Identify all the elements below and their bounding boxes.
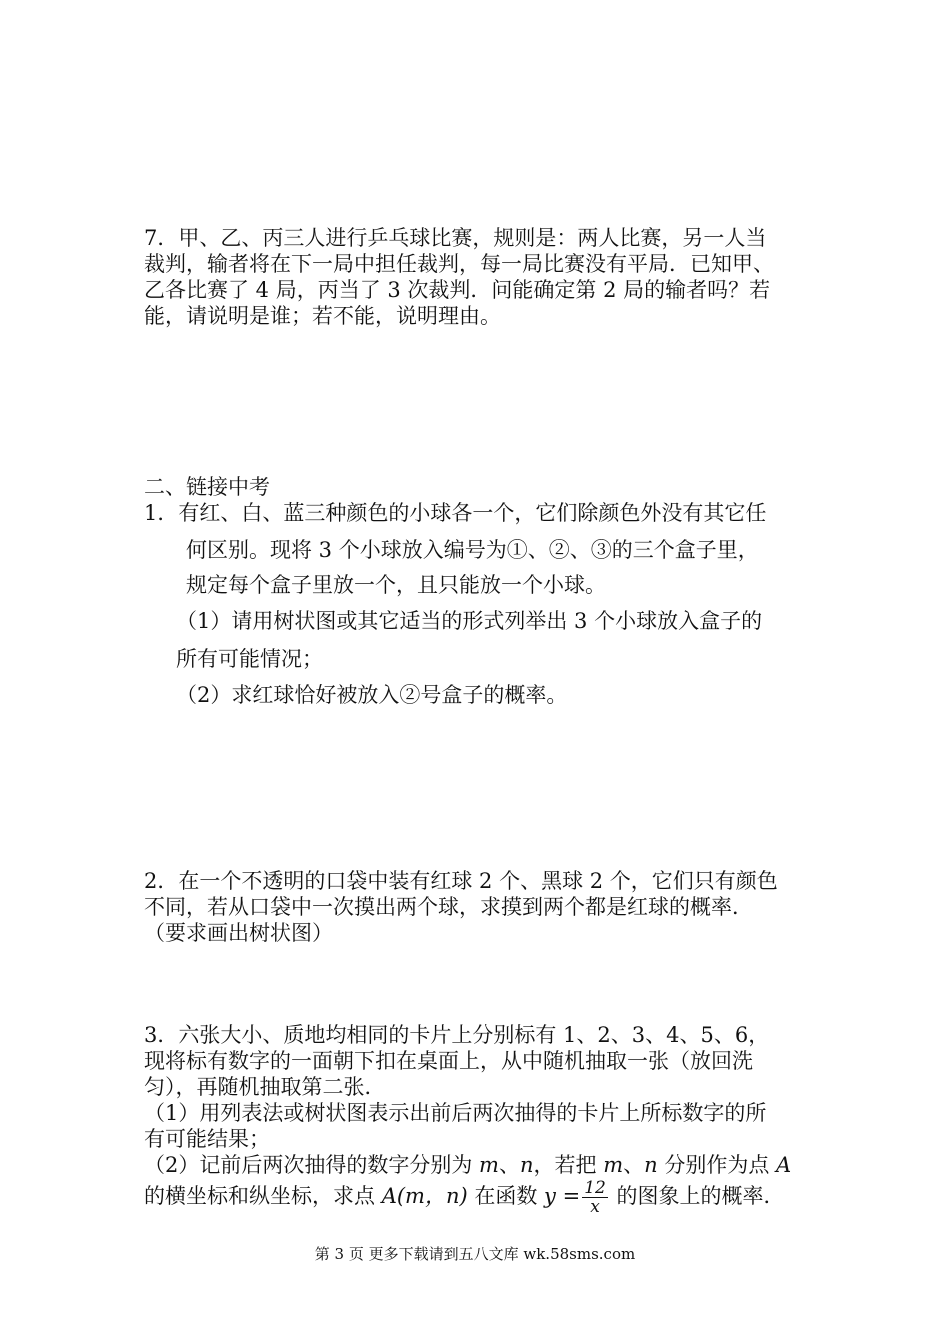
page-footer: 第 3 页 更多下载请到五八文库 wk.58sms.com: [314, 1245, 636, 1263]
p3-line-4: （1）用列表法或树状图表示出前后两次抽得的卡片上所标数字的所: [144, 1101, 767, 1125]
separator: 、: [623, 1153, 645, 1177]
q7-line-3: 乙各比赛了 4 局，丙当了 3 次裁判．问能确定第 2 局的输者吗？若: [144, 278, 771, 302]
p3-line-6-text-b: ，若把: [533, 1153, 604, 1177]
p1-line-2: 何区别。现将 3 个小球放入编号为①、②、③的三个盒子里，: [186, 538, 759, 562]
p3-line-7: [144, 1172, 785, 1220]
p3-line-7-text-c: 的图象上的概率．: [609, 1184, 785, 1208]
q7-line-1: 7．甲、乙、丙三人进行乒乓球比赛，规则是：两人比赛，另一人当: [144, 226, 767, 250]
var-n: n: [519, 1153, 534, 1177]
p3-line-1: 3．六张大小、质地均相同的卡片上分别标有 1、2、3、4、5、6，: [144, 1023, 770, 1047]
p2-line-1: 2．在一个不透明的口袋中装有红球 2 个、黑球 2 个，它们只有颜色: [144, 869, 778, 893]
var-m: m: [603, 1153, 624, 1177]
p3-line-7-text-a: 的横坐标和纵坐标，求点: [144, 1184, 382, 1208]
q7-line-4: 能，请说明是谁；若不能，说明理由。: [144, 304, 501, 328]
fraction-numerator: 12: [584, 1178, 606, 1198]
p1-line-6: （2）求红球恰好被放入②号盒子的概率。: [176, 683, 568, 707]
p1-line-3: 规定每个盒子里放一个，且只能放一个小球。: [186, 573, 606, 597]
p1-line-1: 1．有红、白、蓝三种颜色的小球各一个，它们除颜色外没有其它任: [144, 501, 767, 525]
separator: 、: [498, 1153, 520, 1177]
function-lhs: y =: [544, 1184, 581, 1208]
p2-line-2: 不同，若从口袋中一次摸出两个球，求摸到两个都是红球的概率．: [144, 895, 753, 919]
var-m: m: [479, 1153, 499, 1177]
fraction-denominator: x: [590, 1197, 600, 1217]
var-n: n: [644, 1153, 658, 1177]
p3-line-2: 现将标有数字的一面朝下扣在桌面上，从中随机抽取一张（放回洗: [144, 1049, 753, 1073]
point-coordinates: A(m，n): [381, 1184, 468, 1208]
p3-line-3: 匀），再随机抽取第二张．: [144, 1075, 386, 1099]
p3-line-6-text-a: （2）记前后两次抽得的数字分别为: [144, 1153, 480, 1177]
p3-line-7-text-b: 在函数: [467, 1184, 545, 1208]
point-a-label: A: [776, 1153, 792, 1177]
section-heading: 二、链接中考: [144, 475, 270, 499]
p2-line-3: （要求画出树状图）: [144, 921, 333, 945]
fraction: [582, 1179, 608, 1216]
q7-line-2: 裁判，输者将在下一局中担任裁判，每一局比赛没有平局．已知甲、: [144, 252, 774, 276]
p1-line-5: 所有可能情况；: [176, 647, 323, 671]
p3-line-5: 有可能结果；: [144, 1127, 270, 1151]
p1-line-4: （1）请用树状图或其它适当的形式列举出 3 个小球放入盒子的: [176, 609, 763, 633]
p3-line-6-text-c: 分别作为点: [657, 1153, 776, 1177]
